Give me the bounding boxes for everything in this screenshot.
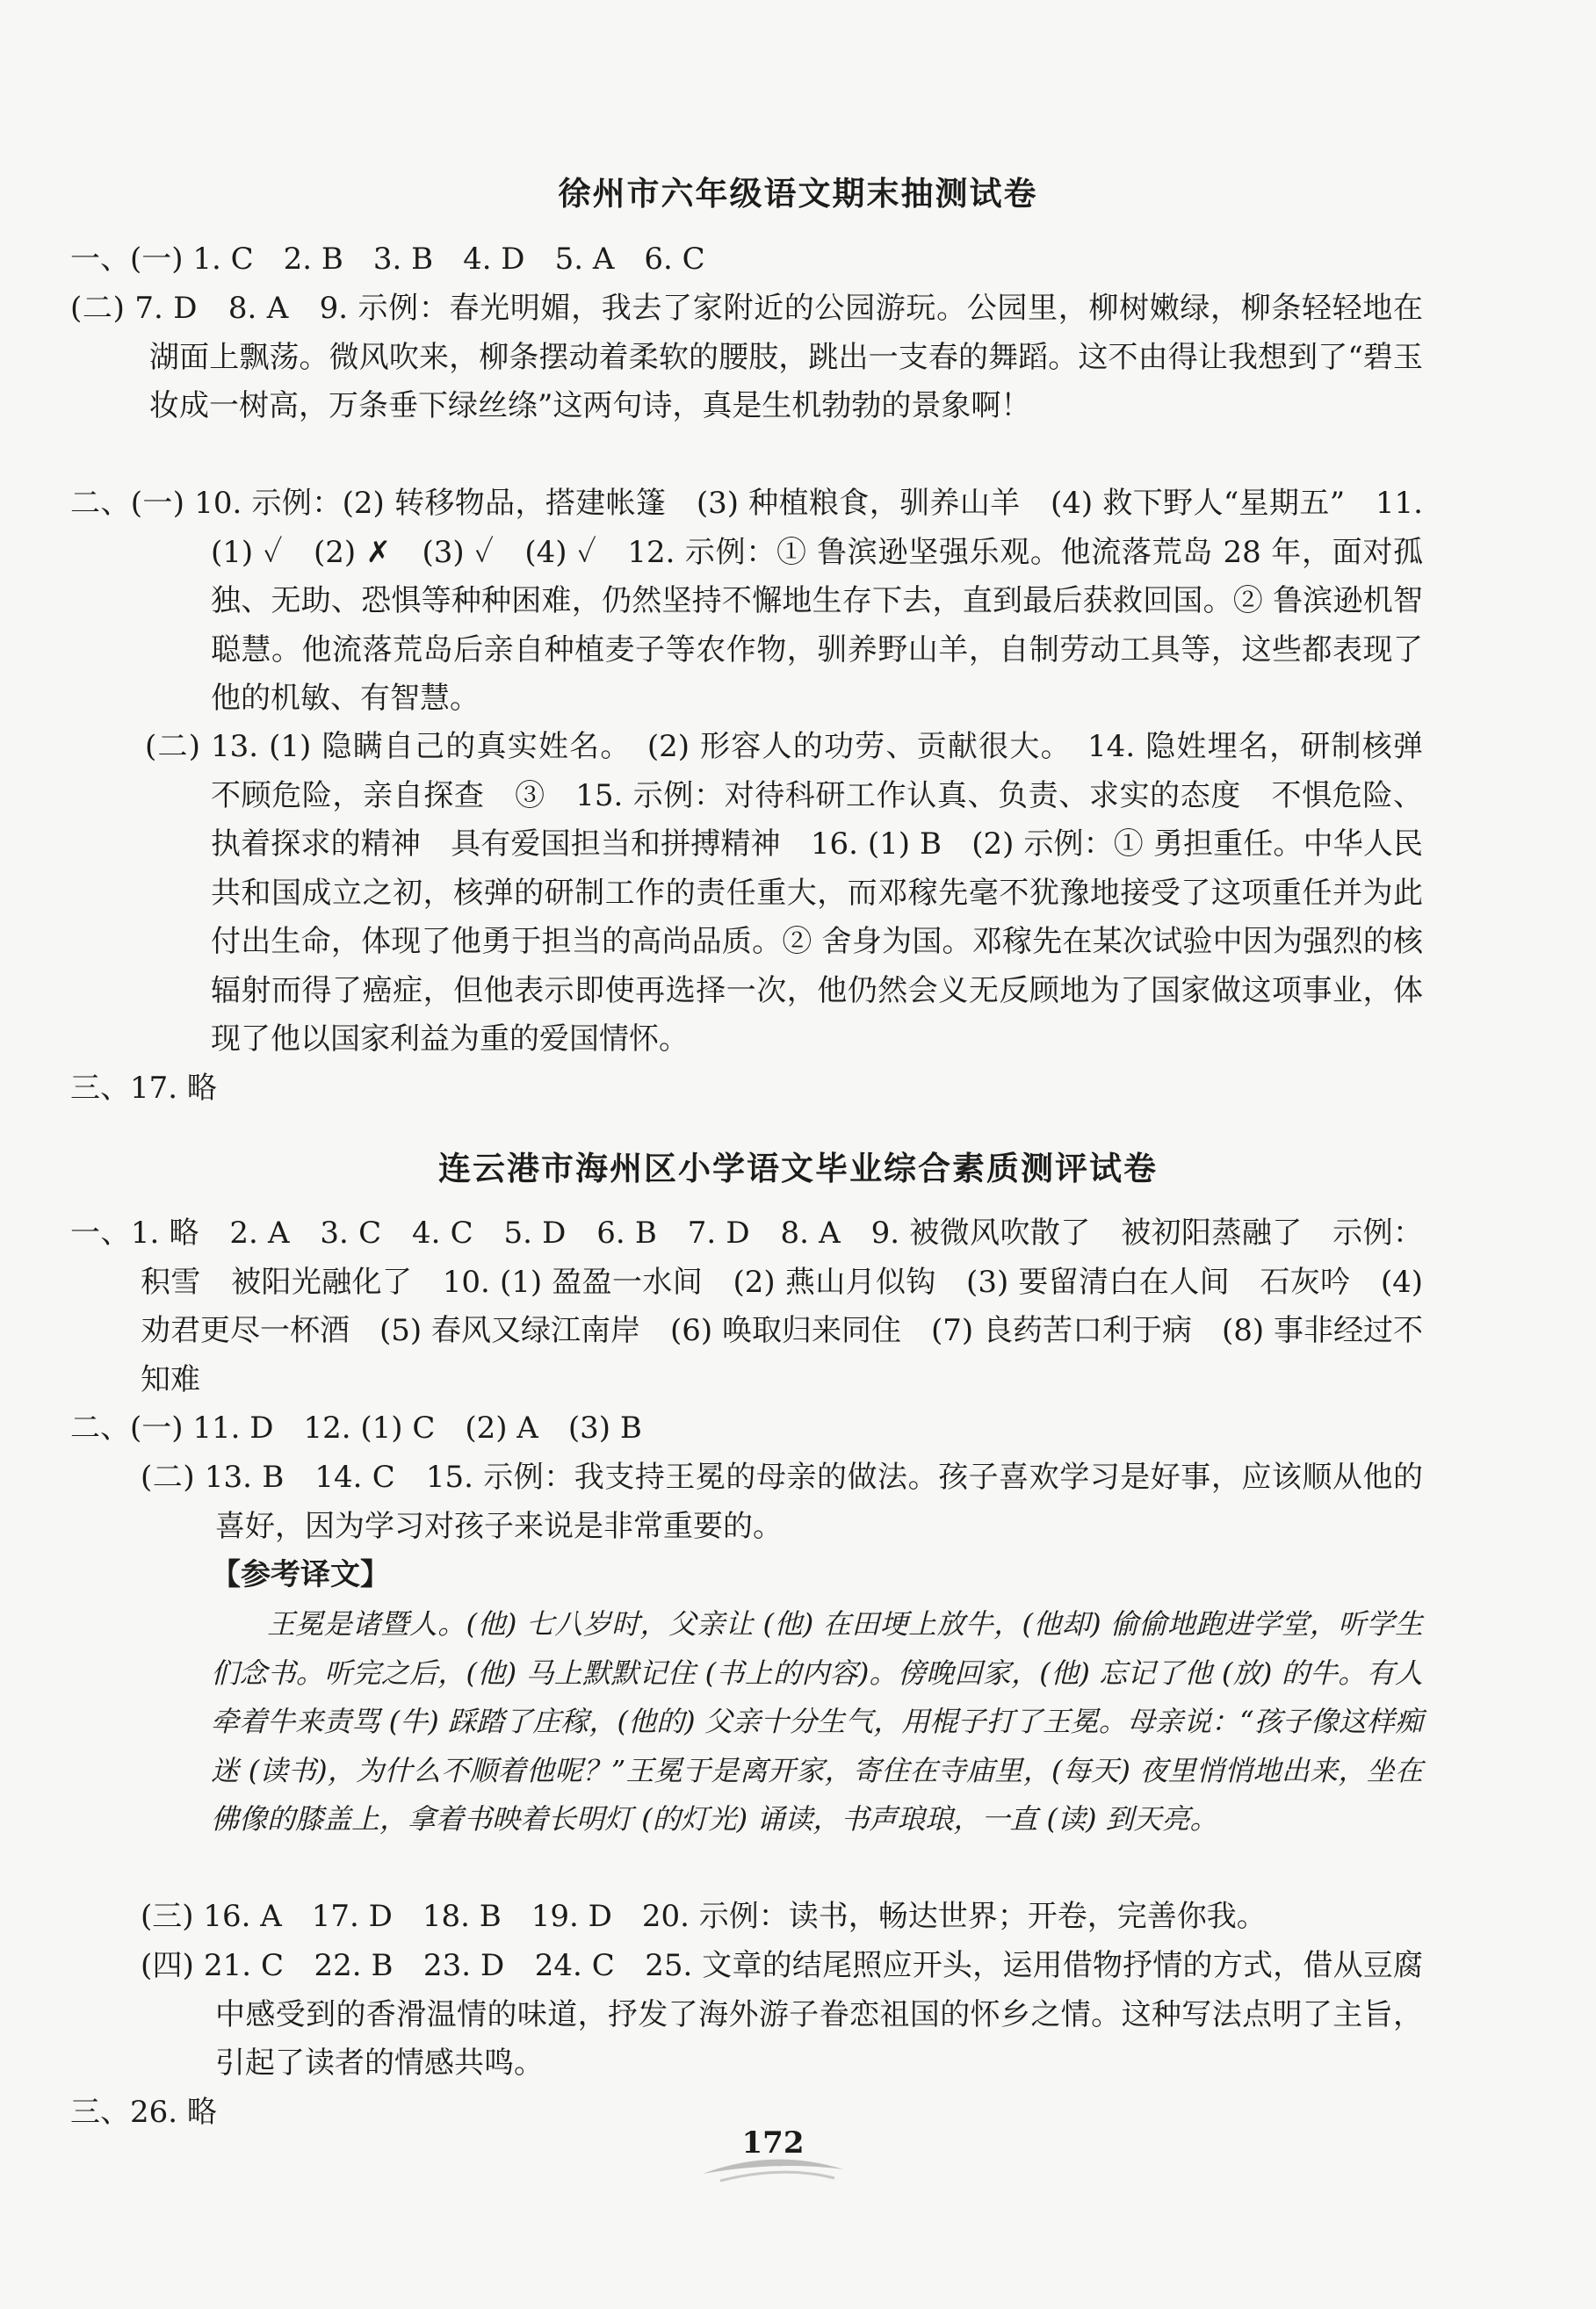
answer-paragraph: 二、(一) 10. 示例：(2) 转移物品，搭建帐篷 (3) 种植粮食，驯养山羊 (4) 救下野人“星期五” 11. (1) ✓ (2) ✗ (3) ✓ (4) ✓ 12. 示例：① 鲁滨逊坚强乐观。他流落荒岛 28 年，面对孤独、无助、恐惧等种种困难，仍然坚持不懈地生存下去，直到最后获救回国。② 鲁滨逊机智聪慧。他流落荒岛后亲自种植麦子等农作物，驯养野山羊，自制劳动工具等，这些都表现了他的机敏、有智慧。: [70, 486, 1423, 716]
answer-paragraph: (二) 7. D 8. A 9. 示例：春光明媚，我去了家附近的公园游玩。公园里，柳树嫩绿，柳条轻轻地在湖面上飘荡。微风吹来，柳条摆动着柔软的腰肢，跳出一支春的舞蹈。这不由得让我想到了“碧玉妆成一树高，万条垂下绿丝绦”这两句诗，真是生机勃勃的景象啊！: [70, 291, 1423, 423]
reference-translation-text: 王冕是诸暨人。(他) 七八岁时，父亲让 (他) 在田埂上放牛，(他却) 偷偷地跑进学堂，听学生们念书。听完之后，(他) 马上默默记住 (书上的内容)。傍晚回家，(他) 忘记了他 (放) 的牛。有人牵着牛来责骂 (牛) 踩踏了庄稼，(他的) 父亲十分生气，用棍子打了王冕。母亲说：“孩子像这样痴迷 (读书)，为什么不顺着他呢？”王冕于是离开家，寄住在寺庙里，(每天) 夜里悄悄地出来，坐在佛像的膝盖上，拿着书映着长明灯 (的灯光) 诵读，书声琅琅，一直 (读) 到天亮。: [211, 1607, 1423, 1836]
answer-paragraph: (二) 13. B 14. C 15. 示例：我支持王冕的母亲的做法。孩子喜欢学习是好事，应该顺从他的喜好，因为学习对孩子来说是非常重要的。: [141, 1460, 1423, 1544]
answer-paragraph: 二、(一) 11. D 12. (1) C (2) A (3) B: [70, 1411, 642, 1446]
reference-translation-heading: 【参考译文】: [211, 1557, 390, 1592]
answer-paragraph: 一、1. 略 2. A 3. C 4. C 5. D 6. B 7. D 8. A 9. 被微风吹散了 被初阳蒸融了 示例：积雪 被阳光融化了 10. (1) 盈盈一水间 (2) 燕山月似钩 (3) 要留清白在人间 石灰吟 (4) 劝君更尽一杯酒 (5) 春风又绿江南岸 (6) 唤取归来同住 (7) 良药苦口利于病 (8) 事非经过不知难: [70, 1216, 1423, 1397]
answer-paragraph: (三) 16. A 17. D 18. B 19. D 20. 示例：读书，畅达世界；开卷，完善你我。: [141, 1899, 1267, 1934]
section-title-xuzhou: 徐州市六年级语文期末抽测试卷: [558, 175, 1038, 213]
answer-paragraph: 一、(一) 1. C 2. B 3. B 4. D 5. A 6. C: [70, 242, 705, 277]
page-number: 172: [741, 2125, 805, 2161]
section-title-lianyungang: 连云港市海州区小学语文毕业综合素质测评试卷: [438, 1150, 1158, 1187]
answer-paragraph: (四) 21. C 22. B 23. D 24. C 25. 文章的结尾照应开头，运用借物抒情的方式，借从豆腐中感受到的香滑温情的味道，抒发了海外游子眷恋祖国的怀乡之情。这种写法点明了主旨，引起了读者的情感共鸣。: [141, 1948, 1423, 2081]
answer-paragraph: 三、17. 略: [70, 1071, 217, 1106]
answer-paragraph: 三、26. 略: [70, 2095, 217, 2130]
answer-paragraph: (二) 13. (1) 隐瞒自己的真实姓名。 (2) 形容人的功劳、贡献很大。 14. 隐姓埋名，研制核弹 不顾危险，亲自探查 ③ 15. 示例：对待科研工作认真、负责、求实的态度 不惧危险、执着探求的精神 具有爱国担当和拼搏精神 16. (1) B (2) 示例：① 勇担重任。中华人民共和国成立之初，核弹的研制工作的责任重大，而邓稼先毫不犹豫地接受了这项重任并为此付出生命，体现了他勇于担当的高尚品质。② 舍身为国。邓稼先在某次试验中因为强烈的核辐射而得了癌症，但他表示即使再选择一次，他仍然会义无反顾地为了国家做这项事业，体现了他以国家利益为重的爱国情怀。: [145, 729, 1453, 1057]
